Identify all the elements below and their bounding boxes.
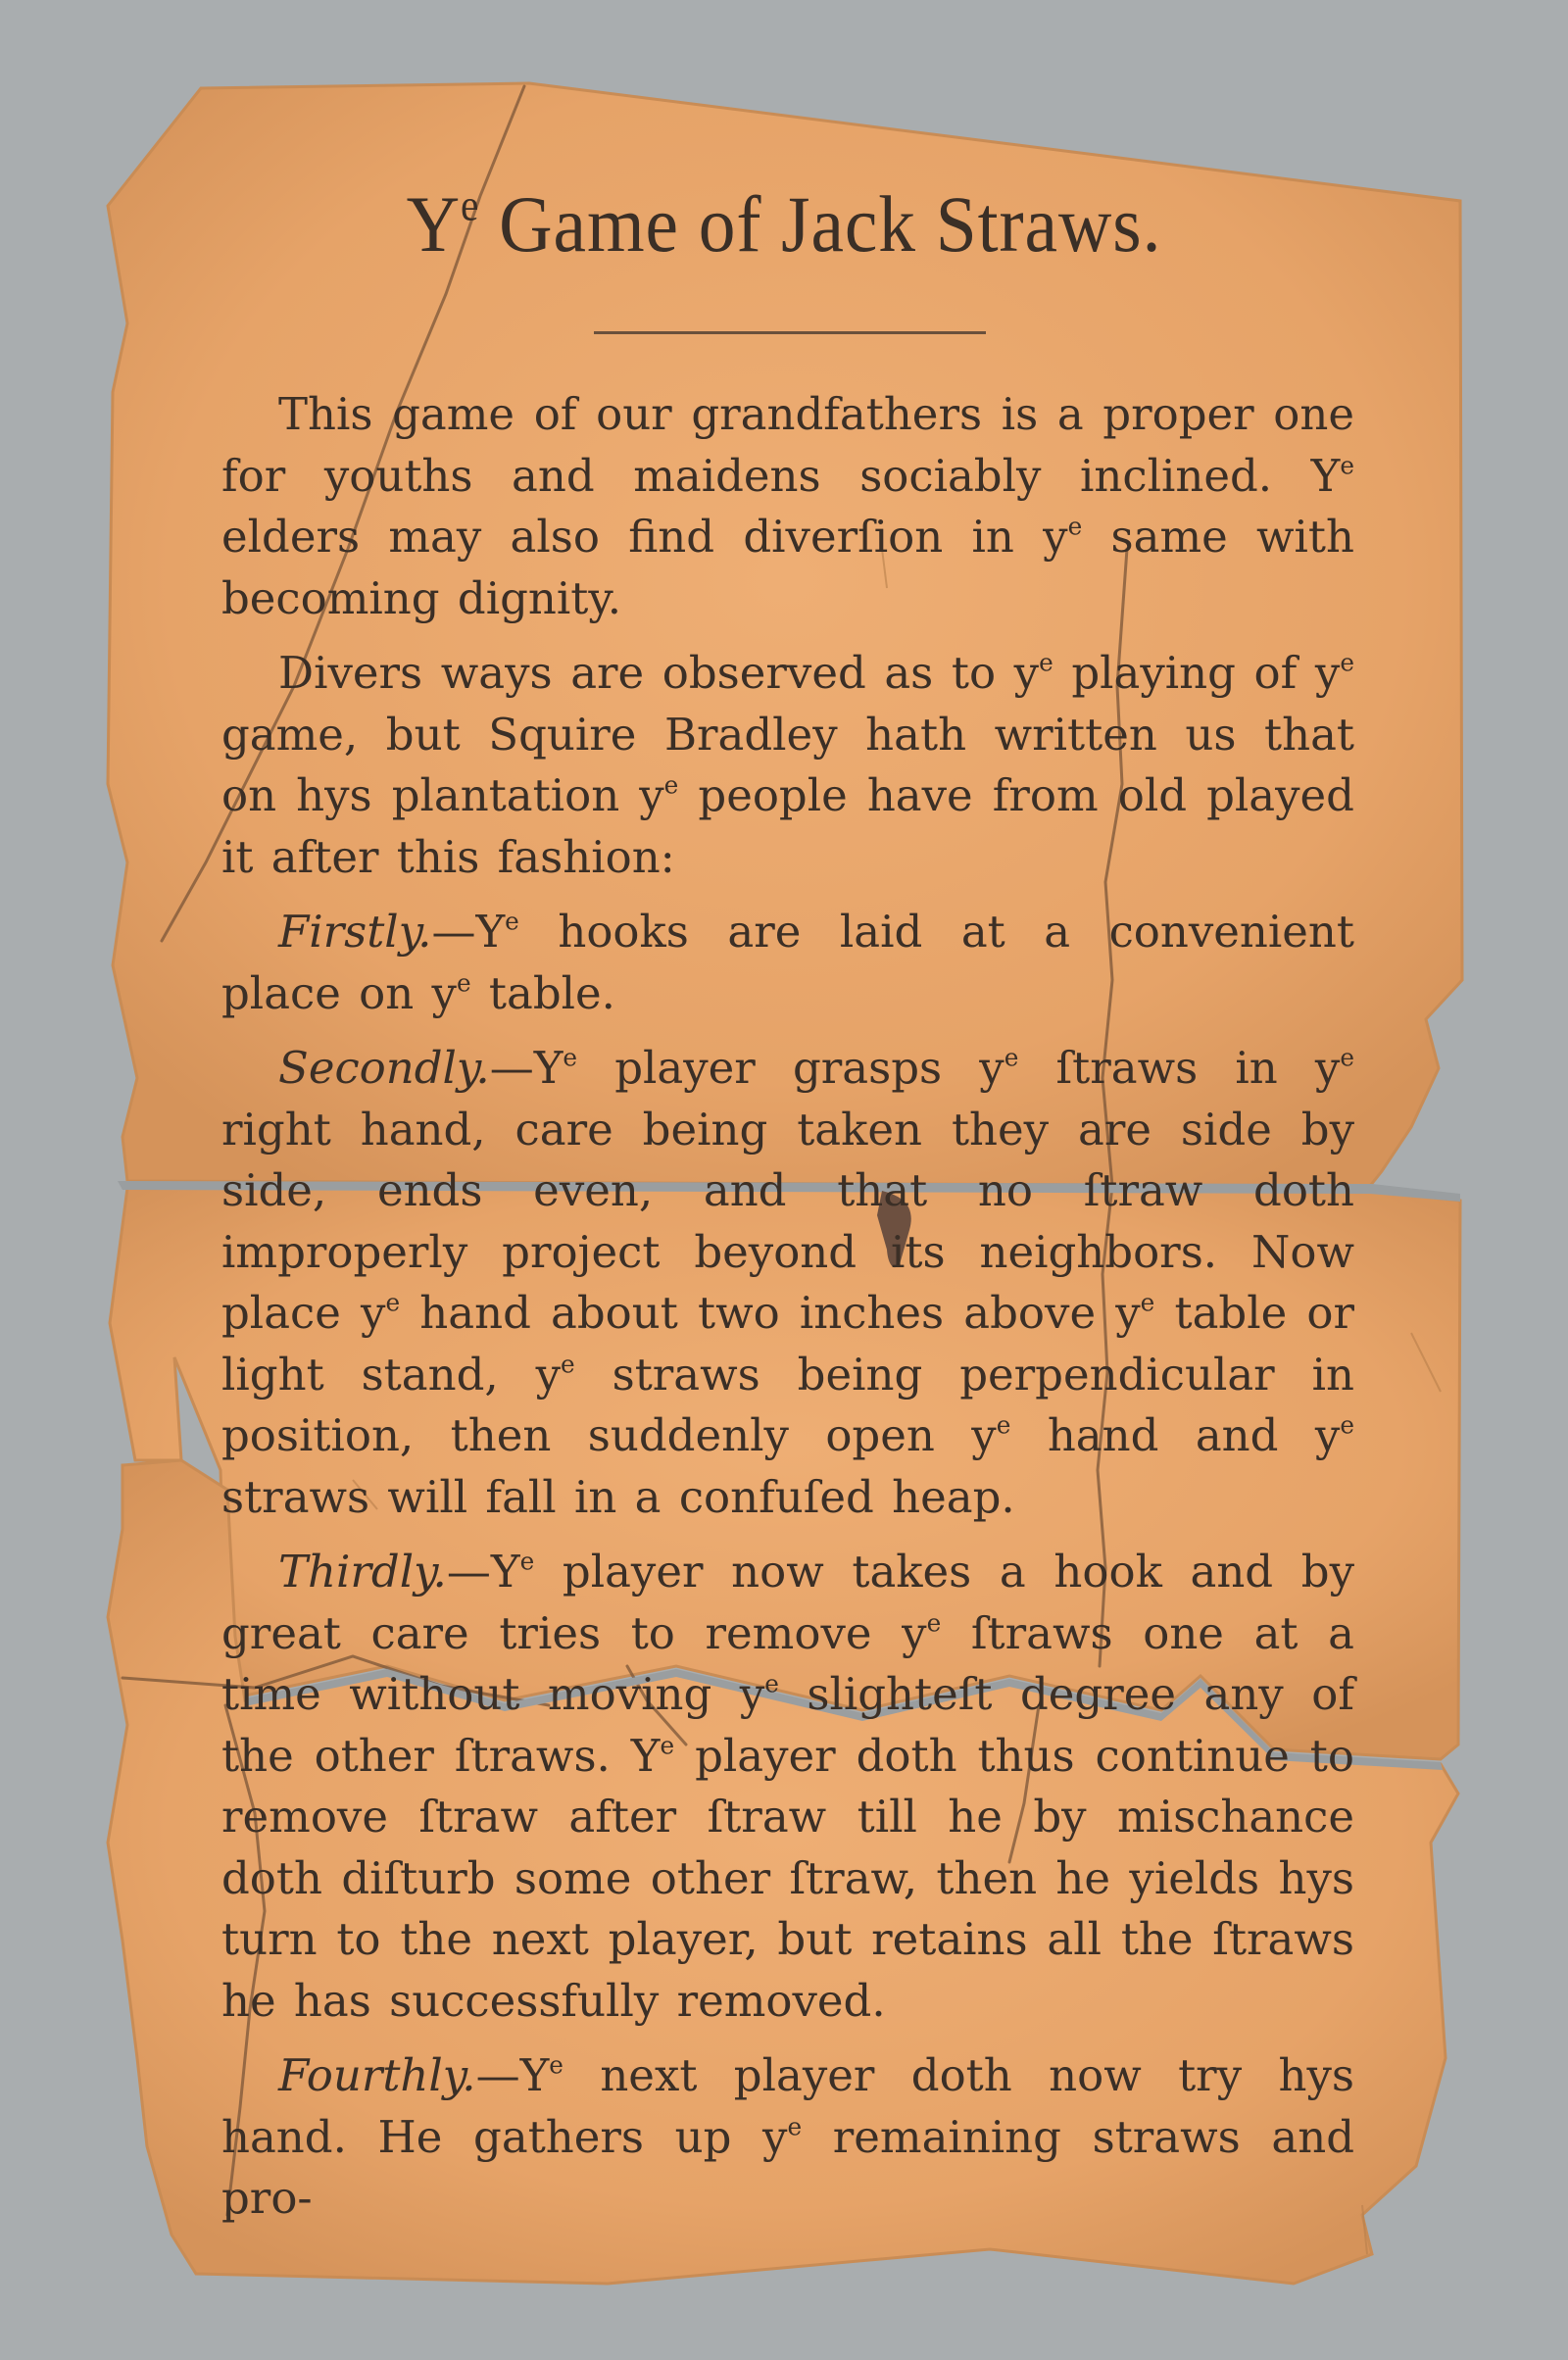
superscript-e: e xyxy=(561,1350,575,1379)
superscript-e: e xyxy=(456,968,471,998)
document-body xyxy=(221,384,1354,2230)
text-segment: remaining straws and pro- xyxy=(221,2110,1354,2224)
superscript-e: e xyxy=(1004,1043,1019,1072)
superscript-e: e xyxy=(505,907,519,936)
text-segment: people have from old played it after this fashion: xyxy=(221,769,1354,883)
text-segment: hooks are laid at a convenient place on y xyxy=(221,906,1354,1019)
paragraph-3 xyxy=(221,902,1354,1024)
superscript-e: e xyxy=(764,1669,779,1698)
superscript-e: e xyxy=(1039,648,1054,677)
text-segment: player doth thus continue to remove ſtraw after ſtraw till he by mischance doth diſturb some other ſtraw, then he yields hys turn to the next player, but retains all the ſtraws he has successfully removed. xyxy=(221,1729,1354,2027)
text-segment: slighteſt degree any of the other ſtraws. Y xyxy=(221,1668,1354,1782)
text-segment: same with becoming dignity. xyxy=(221,511,1354,624)
superscript-e: e xyxy=(1340,648,1354,677)
text-segment: —Y xyxy=(475,2049,550,2101)
text-segment: ſtraws in y xyxy=(1018,1042,1341,1094)
text-segment: ſtraws one at a time without moving y xyxy=(221,1606,1354,1720)
paragraph-lead: Fourthly. xyxy=(278,2049,476,2101)
superscript-e: e xyxy=(1340,451,1354,480)
document-title xyxy=(63,178,1505,270)
superscript-e: e xyxy=(663,770,679,800)
superscript-e: e xyxy=(385,1288,401,1317)
text-segment: game, but Squire Bradley hath written us that on hys plantation y xyxy=(221,708,1354,821)
text-segment: player grasps y xyxy=(577,1042,1004,1094)
paragraph-5 xyxy=(221,1542,1354,2032)
text-segment: This game of our grandfathers is a proper one for youths and maidens sociably inclined. Y xyxy=(221,388,1354,502)
text-segment: hand and y xyxy=(1010,1409,1341,1461)
title-ye: Y xyxy=(406,179,462,269)
paragraph-lead: Firstly. xyxy=(278,906,432,958)
superscript-e: e xyxy=(1340,1043,1354,1072)
text-segment: straws will fall in a confuſed heap. xyxy=(221,1470,1015,1523)
text-segment: —Y xyxy=(431,906,506,958)
superscript-e: e xyxy=(787,2112,803,2141)
superscript-e: e xyxy=(1067,512,1083,541)
text-segment: next player doth now try hys hand. He gathers up y xyxy=(221,2049,1354,2163)
title-ye-sup: e xyxy=(461,180,480,230)
text-segment: —Y xyxy=(446,1546,520,1598)
superscript-e: e xyxy=(1140,1288,1155,1317)
text-segment: straws being perpendicular in position, then suddenly open y xyxy=(221,1348,1354,1461)
text-segment: table. xyxy=(470,966,615,1019)
text-segment: player now takes a hook and by great care tries to remove y xyxy=(221,1546,1354,1659)
superscript-e: e xyxy=(549,2050,564,2080)
text-segment: playing of y xyxy=(1053,647,1341,699)
text-segment: —Y xyxy=(489,1042,564,1094)
paragraph-6 xyxy=(221,2045,1354,2230)
paragraph-lead: Thirdly. xyxy=(278,1546,447,1598)
title-rule xyxy=(594,331,986,334)
superscript-e: e xyxy=(519,1547,535,1576)
text-segment: hand about two inches above y xyxy=(400,1287,1141,1339)
paragraph-2 xyxy=(221,643,1354,888)
superscript-e: e xyxy=(996,1410,1011,1440)
text-segment: table or light stand, y xyxy=(221,1287,1354,1401)
superscript-e: e xyxy=(1340,1410,1354,1440)
superscript-e: e xyxy=(926,1608,942,1638)
paragraph-4 xyxy=(221,1038,1354,1528)
superscript-e: e xyxy=(660,1731,675,1760)
paragraph-lead: Secondly. xyxy=(278,1042,490,1094)
text-segment: right hand, care being taken they are side by side, ends even, and that no ſtraw doth improperly project beyond its neighbors. Now place y xyxy=(221,1103,1354,1339)
title-rest: Game of Jack Straws. xyxy=(479,179,1162,269)
text-segment: Divers ways are observed as to y xyxy=(278,647,1040,699)
superscript-e: e xyxy=(563,1043,578,1072)
text-segment: elders may also find diverſion in y xyxy=(221,511,1068,563)
paragraph-1 xyxy=(221,384,1354,629)
